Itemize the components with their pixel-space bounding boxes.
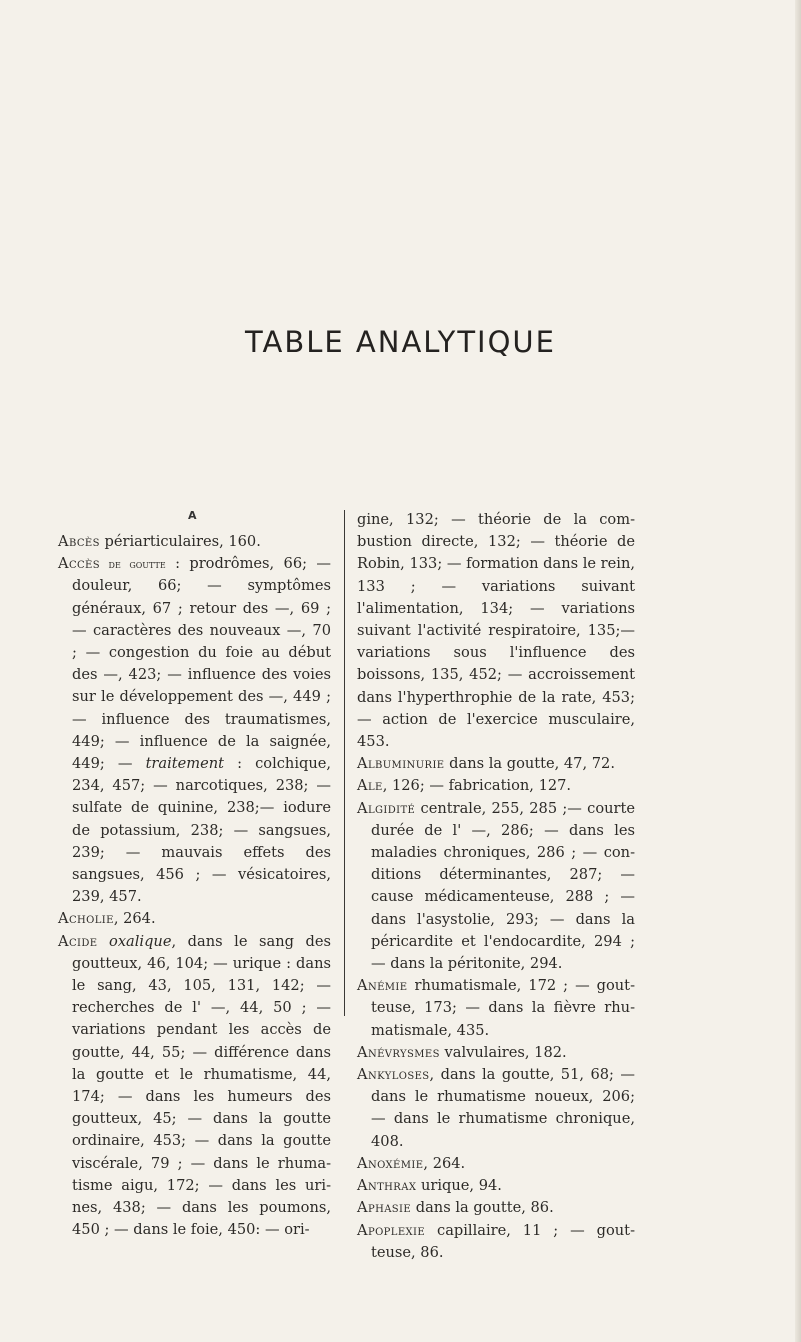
column-divider [344,510,345,1016]
index-entry [357,1220,635,1264]
entry-headword: Apoplexie [357,1221,426,1239]
entry-text: , 264. [423,1154,466,1172]
entry-headword: Anthrax [357,1177,417,1195]
entry-text: urique, 94. [416,1177,502,1195]
index-entry [357,1064,635,1153]
entry-headword: Acide [58,932,98,950]
index-entry [58,931,331,1242]
entry-text: , 126; — fabrication, 127. [382,777,572,795]
entry-subhead: de goutte [100,557,166,572]
index-entry [357,1042,635,1064]
entry-text: valvulaires, 182. [439,1043,567,1061]
entry-text: dans la goutte, 86. [411,1199,554,1217]
entry-headword: Anoxémie [357,1154,424,1172]
index-entry-continuation [357,509,635,753]
index-entry [58,553,331,908]
entry-text: : prodrômes, 66; — douleur, 66; — symptômes généraux, 67 ; retour des —, 69 ; — caractères des nouveaux —, 70 ; — congestion du foie au début des —, 423; — influence des voies sur le développement des —, 449 ; — influence des traumatismes, 449; — influence de la saignée, 449; — [72,555,331,773]
section-letter: A [188,509,197,522]
index-entry [357,1197,635,1219]
entry-text: centrale, 255, 285 ;— courte durée de l' —, 286; — dans les maladies chroniques, 286 ; — conditions déterminantes, 287; — cause médicamenteuse, 288 ; — dans l'asystolie, 293; — dans la péricardite et l'endocardite, 294 ; — dans la péritonite, 294. [371,799,635,973]
entry-headword: Anévrysmes [357,1043,440,1061]
entry-emphasis: oxalique [97,932,172,950]
entry-text: , dans la goutte, 51, 68; — dans le rhumatisme noueux, 206; — dans le rhumatisme chronique, 408. [371,1066,635,1150]
entry-text: , dans le sang des goutteux, 46, 104; — urique : dans le sang, 43, 105, 131, 142; — recherches de l' —, 44, 50 ; — variations pendant les accès de goutte, 44, 55; — différence dans la goutte et le rhumatisme, 44, 174; — dans les humeurs des goutteux, 45; — dans la goutte ordinaire, 453; — dans la goutte viscérale, 79 ; — dans le rhumatisme aigu, 172; — dans les urines, 438; — dans les poumons, 450 ; — dans le foie, 450: — ori- [72,932,331,1239]
left-column [58,531,331,1242]
entry-text: dans la goutte, 47, 72. [444,755,615,773]
index-entry [357,1175,635,1197]
right-column [357,509,635,1264]
index-entry [357,798,635,976]
page-edge [795,0,801,1342]
entry-headword: Aphasie [357,1199,412,1217]
index-entry [357,975,635,1042]
page-title: TABLE ANALYTIQUE [245,325,556,360]
index-entry [357,775,635,797]
entry-text: rhumatismale, 172 ; — goutteuse, 173; — dans la fièvre rhumatismale, 435. [371,977,635,1039]
entry-headword: Abcès [58,533,100,550]
entry-headword: Ankyloses [357,1066,430,1084]
entry-text-continued: : colchique, 234, 457; — narcotiques, 238; — sulfate de quinine, 238;— iodure de potassium, 238; — sangsues, 239; — mauvais effets des sangsues, 456 ; — vésicatoires, 239, 457. [72,755,331,906]
entry-headword: Accès [58,555,100,573]
entry-headword: Algidité [357,799,416,817]
index-entry [58,908,331,930]
entry-text: périarticulaires, 160. [99,533,261,550]
index-entry [357,753,635,775]
entry-headword: Albuminurie [357,755,445,773]
entry-emphasis: traitement [145,755,225,773]
entry-text: capillaire, 11 ; — goutteuse, 86. [371,1221,635,1261]
entry-headword: Anémie [357,977,408,995]
entry-text: , 264. [113,910,156,928]
index-entry [357,1153,635,1175]
index-entry [58,531,331,553]
entry-text: gine, 132; — théorie de la combustion directe, 132; — théorie de Robin, 133; — formation dans le rein, 133 ; — variations suivant l'alimentation, 134; — variations suivant l'activité respiratoire, 135;— variations sous l'influence des boissons, 135, 452; — accroissement dans l'hyperthrophie de la rate, 453; — action de l'exercice musculaire, 453. [357,511,635,751]
entry-headword: Ale [357,777,383,795]
entry-headword: Acholie [58,910,114,928]
